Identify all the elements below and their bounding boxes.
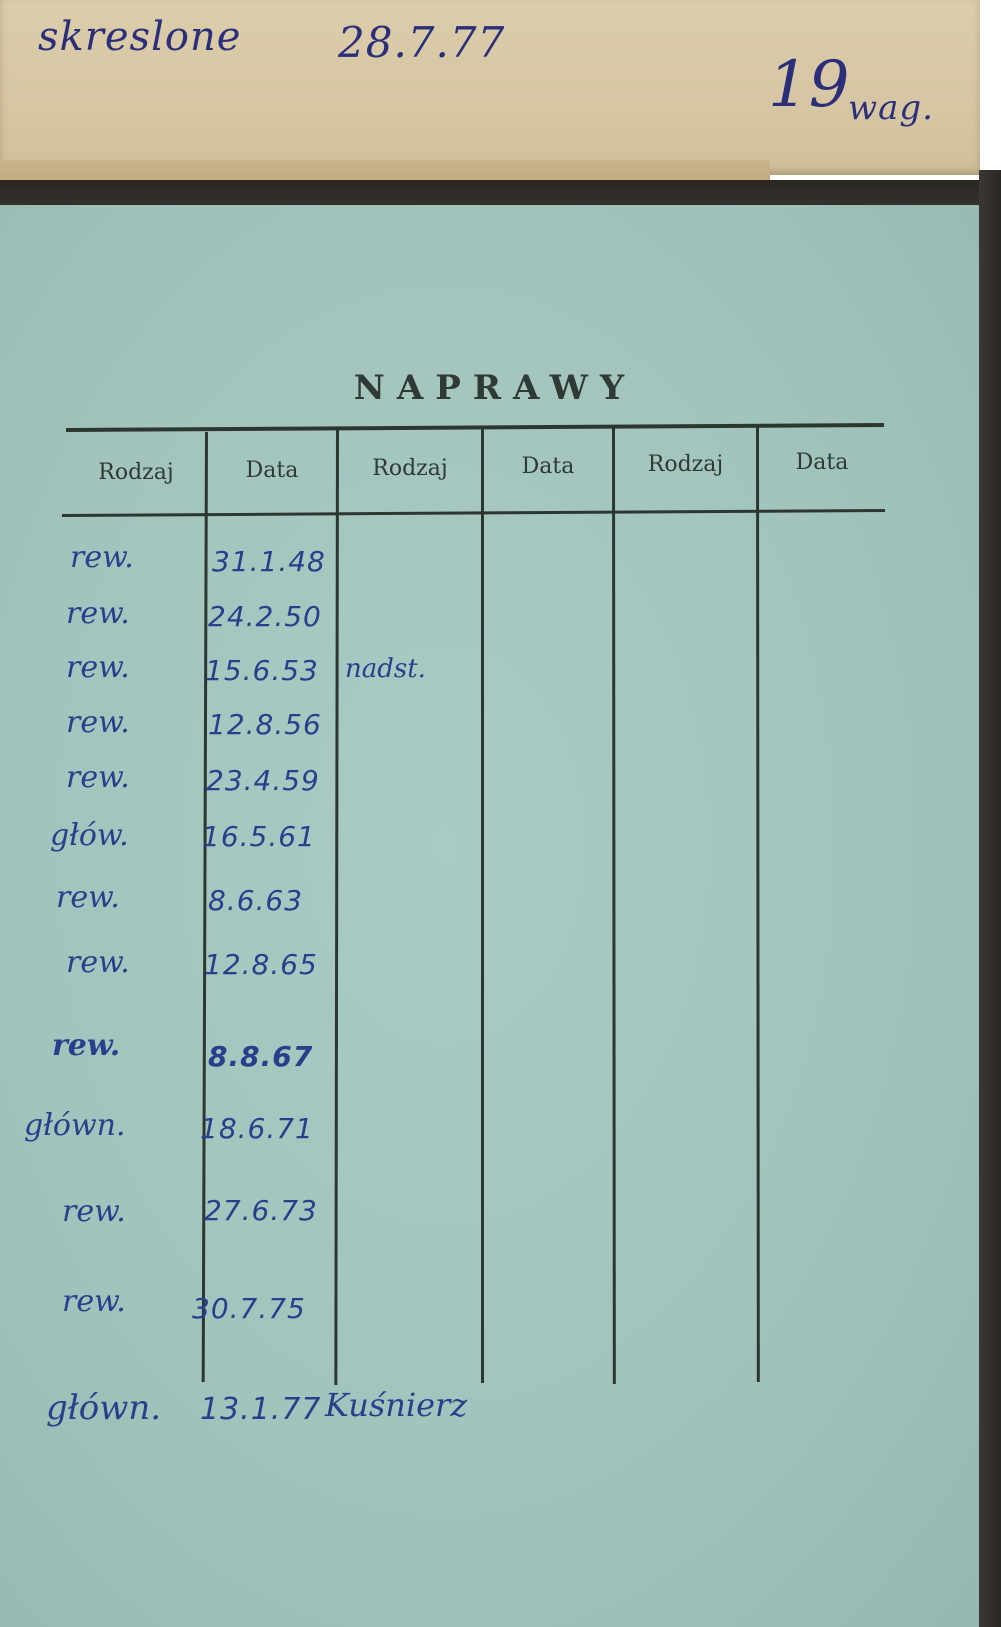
column-header-rodzaj-1: Rodzaj <box>98 460 174 485</box>
entry-data: 8.6.63 <box>208 884 304 917</box>
footer-entry-signature: Kuśnierz <box>325 1386 468 1424</box>
entry-rodzaj: rew. <box>66 760 130 795</box>
entry-data: 30.7.75 <box>192 1292 306 1325</box>
handwritten-suffix: wag. <box>848 88 934 128</box>
page-title: NAPRAWY <box>353 368 637 408</box>
entry-data: 24.2.50 <box>208 600 322 633</box>
entry-data: 31.1.48 <box>212 545 326 578</box>
entry-rodzaj: rew. <box>62 1284 126 1319</box>
entry-data: 12.8.56 <box>208 708 322 741</box>
entry-data: 15.6.53 <box>205 654 319 687</box>
column-divider-3 <box>481 428 484 1383</box>
footer-entry-rodzaj: główn. <box>46 1388 162 1428</box>
entry-data: 12.8.65 <box>204 948 318 981</box>
entry-rodzaj: rew. <box>52 1028 121 1063</box>
column-header-rodzaj-2: Rodzaj <box>372 456 448 481</box>
entry-rodzaj: rew. <box>66 596 130 631</box>
entry-data: 27.6.73 <box>204 1194 318 1227</box>
entry-rodzaj: rew. <box>66 945 130 980</box>
entry-data: 18.6.71 <box>200 1112 314 1145</box>
entry-rodzaj: głów. <box>50 818 129 853</box>
entry-rodzaj: rew. <box>56 880 120 915</box>
entry-rodzaj: rew. <box>66 650 130 685</box>
entry-data: 23.4.59 <box>206 764 320 797</box>
handwritten-status-date: 28.7.77 <box>338 18 506 67</box>
entry-rodzaj: główn. <box>24 1108 126 1143</box>
entry-rodzaj: rew. <box>66 705 130 740</box>
handwritten-status: skreslone <box>38 14 242 60</box>
column-header-data-3: Data <box>795 450 849 475</box>
entry-note: nadst. <box>345 654 426 684</box>
entry-data: 8.8.67 <box>208 1040 314 1073</box>
entry-rodzaj: rew. <box>62 1194 126 1229</box>
column-header-data-2: Data <box>521 454 575 479</box>
column-header-data-1: Data <box>245 458 299 483</box>
entry-rodzaj: rew. <box>70 540 134 575</box>
column-header-rodzaj-3: Rodzaj <box>647 452 724 477</box>
entry-data: 16.5.61 <box>202 820 316 853</box>
footer-entry-data: 13.1.77 <box>200 1392 322 1427</box>
handwritten-number: 19 <box>768 48 850 122</box>
